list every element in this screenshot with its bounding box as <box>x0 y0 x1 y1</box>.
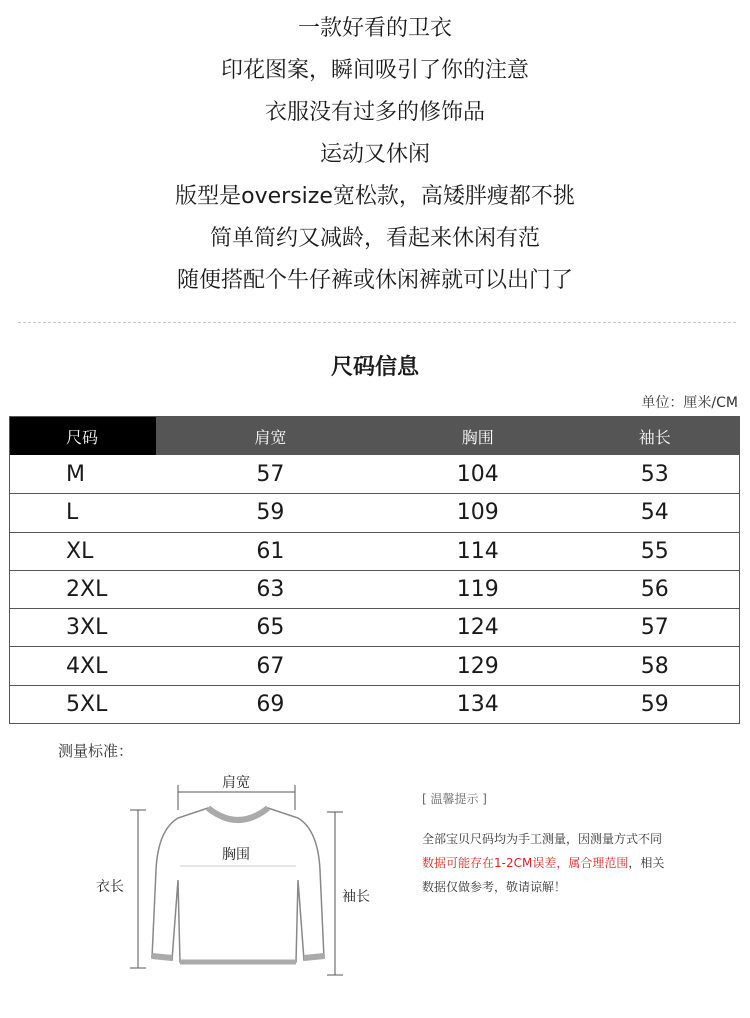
size-cell: 3XL <box>66 615 108 641</box>
sweater-outline-icon <box>80 770 400 985</box>
chest-cell: 104 <box>456 461 499 487</box>
tips-line-1: 全部宝贝尺码均为手工测量，因测量方式不同 <box>422 832 663 846</box>
table-row <box>10 685 739 723</box>
table-row <box>10 646 739 684</box>
table-row <box>10 608 739 646</box>
chest-cell: 119 <box>456 577 499 603</box>
shoulder-label: 肩宽 <box>222 775 250 791</box>
intro-line: 衣服没有过多的修饰品 <box>264 100 485 125</box>
size-section-title: 尺码信息 <box>330 355 419 380</box>
dashed-divider <box>18 322 736 323</box>
size-table-header <box>10 417 739 455</box>
chest-cell: 129 <box>456 653 499 679</box>
header-size: 尺码 <box>10 417 156 455</box>
shoulder-cell: 69 <box>256 691 285 717</box>
chest-cell: 124 <box>456 615 499 641</box>
size-cell: M <box>66 461 85 487</box>
sleeve-cell: 55 <box>640 538 669 564</box>
tips-line-2-rest: ，相关 <box>628 856 665 870</box>
shoulder-cell: 67 <box>256 653 285 679</box>
intro-text <box>0 8 750 302</box>
sleeve-cell: 57 <box>640 615 669 641</box>
size-cell: 4XL <box>66 653 108 679</box>
sleeve-label: 袖长 <box>342 889 370 905</box>
shoulder-cell: 59 <box>256 500 285 526</box>
size-cell: XL <box>66 538 94 564</box>
size-table <box>9 416 740 724</box>
tips-red-text: 数据可能存在1-2CM误差，属合理范围 <box>422 856 629 870</box>
sleeve-cell: 56 <box>640 577 669 603</box>
sweater-diagram <box>80 770 400 985</box>
table-row <box>10 532 739 570</box>
table-row <box>10 493 739 531</box>
chest-cell: 109 <box>456 500 499 526</box>
table-row <box>10 570 739 608</box>
chest-cell: 134 <box>456 691 499 717</box>
shoulder-cell: 65 <box>256 615 285 641</box>
chest-cell: 114 <box>456 538 499 564</box>
size-cell: L <box>66 500 79 526</box>
shoulder-cell: 63 <box>256 577 285 603</box>
intro-line: 版型是oversize宽松款，高矮胖瘦都不挑 <box>175 184 575 209</box>
header-shoulder: 肩宽 <box>254 427 287 447</box>
intro-line: 简单简约又减龄，看起来休闲有范 <box>209 226 540 251</box>
intro-line: 随便搭配个牛仔裤或休闲裤就可以出门了 <box>176 268 573 293</box>
sleeve-cell: 59 <box>640 691 669 717</box>
sleeve-cell: 58 <box>640 653 669 679</box>
tips-line-3: 数据仅做参考，敬请谅解！ <box>422 880 567 894</box>
sleeve-cell: 54 <box>640 500 669 526</box>
header-sleeve: 袖长 <box>638 427 671 447</box>
intro-line: 一款好看的卫衣 <box>297 16 452 41</box>
tips-box <box>422 790 732 899</box>
length-label: 衣长 <box>96 879 124 895</box>
size-table-body <box>10 455 739 723</box>
shoulder-cell: 61 <box>256 538 285 564</box>
sleeve-cell: 53 <box>640 461 669 487</box>
table-row <box>10 455 739 493</box>
intro-line: 运动又休闲 <box>319 142 430 167</box>
unit-label: 单位：厘米/CM <box>641 395 738 411</box>
intro-line: 印花图案，瞬间吸引了你的注意 <box>220 58 529 83</box>
chest-label: 胸围 <box>222 847 250 863</box>
tips-title: [ 温馨提示 ] <box>422 792 487 806</box>
size-cell: 5XL <box>66 691 108 717</box>
measure-standard-label: 测量标准： <box>58 742 134 760</box>
tips-line-2 <box>422 851 732 875</box>
size-cell: 2XL <box>66 577 108 603</box>
shoulder-cell: 57 <box>256 461 285 487</box>
header-chest: 胸围 <box>461 427 494 447</box>
